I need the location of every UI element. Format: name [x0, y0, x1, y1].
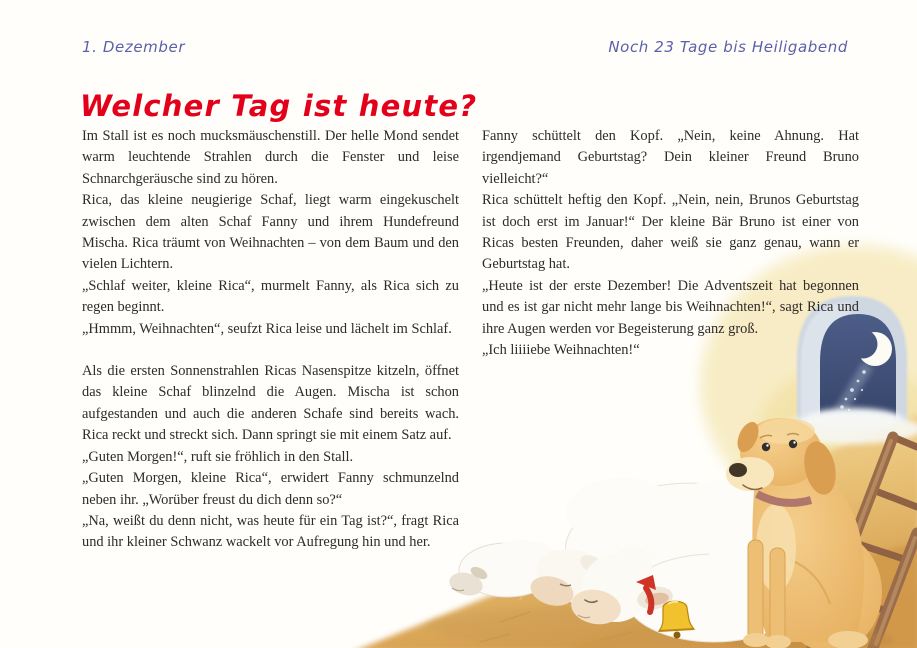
paragraph: „Ich liiiiebe Weihnachten!“	[482, 342, 640, 359]
paragraph: Rica, das kleine neugierige Schaf, liegt warm eingekuschelt zwischen dem alten Schaf Fanny und ihrem Hundefreund Mischa. Rica träumt von Weihnachten – von dem Baum und den vielen Lichtern.	[82, 192, 459, 273]
date-label: 1. Dezember	[82, 38, 186, 56]
text-column-right	[482, 126, 859, 361]
paragraph: Rica schüttelt heftig den Kopf. „Nein, nein, Brunos Geburtstag ist doch erst im Januar!“ Der kleine Bär Bruno ist einer von Ricas besten Freunden, daher weiß sie ganz genau, wann er Geburtstag hat.	[482, 192, 859, 273]
page-title: Welcher Tag ist heute?	[80, 89, 478, 124]
paragraph: „Hmmm, Weihnachten“, seufzt Rica leise und lächelt im Schlaf.	[82, 320, 452, 337]
countdown-label: Noch 23 Tage bis Heiligabend	[608, 38, 848, 56]
text-column-left	[82, 126, 459, 554]
paragraph: „Guten Morgen!“, ruft sie fröhlich in den Stall.	[82, 448, 354, 465]
paragraph: „Schlaf weiter, kleine Rica“, murmelt Fanny, als Rica sich zu regen beginnt.	[82, 277, 459, 316]
paragraph: Im Stall ist es noch mucksmäuschenstill. Der helle Mond sendet warm leuchtende Strahlen durch die Fenster und leise Schnarchgeräusche sind zu hören.	[82, 128, 459, 187]
paragraph: „Na, weißt du denn nicht, was heute für ein Tag ist?“, fragt Rica und ihr kleiner Schwanz wackelt vor Aufregung hin und her.	[82, 512, 459, 551]
paragraph: „Guten Morgen, kleine Rica“, erwidert Fanny schmunzelnd neben ihr. „Worüber freust du dich denn so?“	[82, 470, 459, 508]
paragraph: Als die ersten Sonnenstrahlen Ricas Nasenspitze kitzeln, öffnet das kleine Schaf blinzelnd die Augen. Mischa ist schon aufgestanden und auch die anderen Schafe sind bereits wach. Rica reckt und streckt sich. Dann springt sie mit einem Satz auf.	[82, 363, 459, 444]
paragraph: Fanny schüttelt den Kopf. „Nein, keine Ahnung. Hat irgendjemand Geburtstag? Dein kleiner Freund Bruno vielleicht?“	[482, 128, 859, 187]
paragraph: „Heute ist der erste Dezember! Die Adventszeit hat begonnen und es ist gar nicht mehr lange bis Weihnachten!“, sagt Rica und ihre Augen werden vor Begeisterung ganz groß.	[482, 277, 859, 337]
